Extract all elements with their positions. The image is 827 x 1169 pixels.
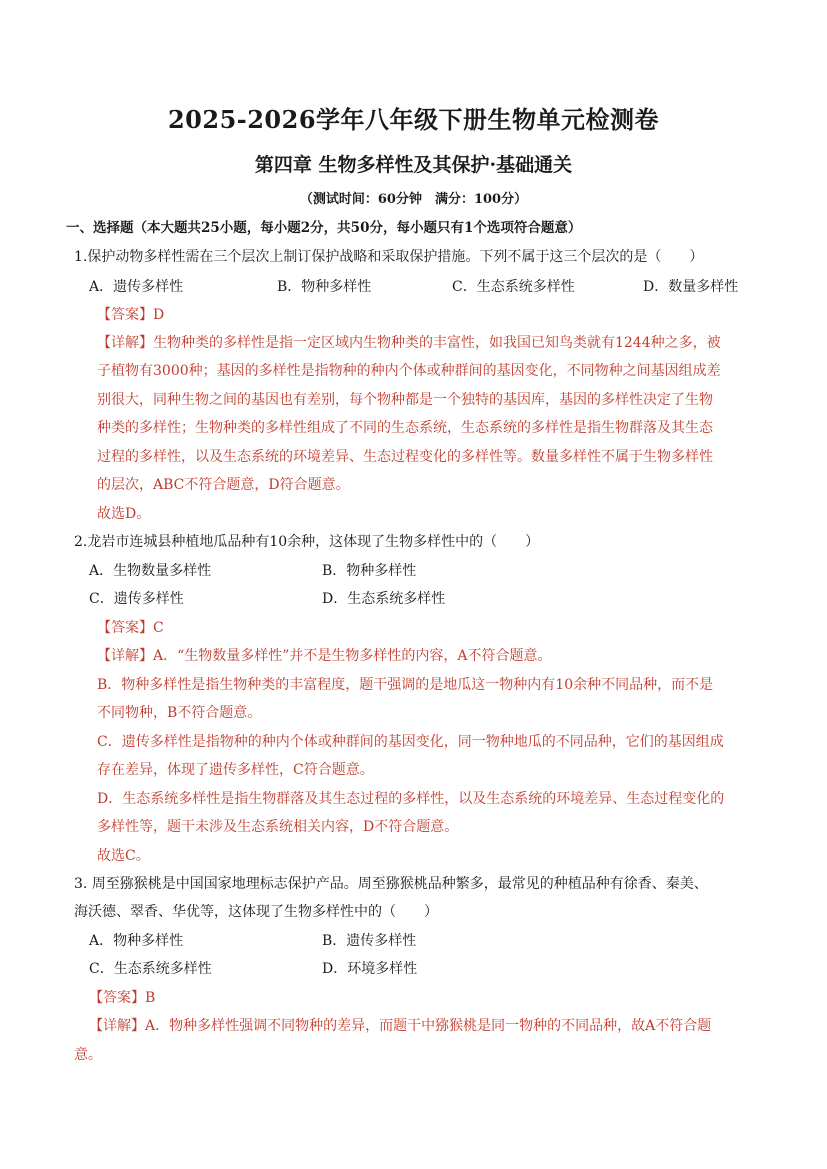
q1-detail-line: 过程的多样性，以及生态系统的环境差异、生态过程变化的多样性等。数量多样性不属于生物多样性 bbox=[97, 449, 713, 465]
q1-detail-line: 子植物有3000种；基因的多样性是指物种的种内个体或种群间的基因变化，不同物种之间基因组成差 bbox=[97, 363, 721, 379]
q1-detail-line: 的层次，ABC不符合题意，D符合题意。 bbox=[97, 477, 350, 493]
q1-option-c: C．生态系统多样性 bbox=[452, 279, 575, 295]
q2-conclusion: 故选C。 bbox=[97, 848, 150, 864]
q1-detail-line: 种类的多样性；生物种类的多样性组成了不同的生态系统，生态系统的多样性是指生物群落及其生态 bbox=[97, 420, 713, 436]
q2-detail-line: C．遗传多样性是指物种的种内个体或种群间的基因变化，同一物种地瓜的不同品种，它们的基因组成 bbox=[97, 734, 724, 750]
exam-title: 2025-2026学年八年级下册生物单元检测卷 bbox=[167, 105, 660, 134]
chapter-subtitle: 第四章 生物多样性及其保护·基础通关 bbox=[254, 154, 573, 176]
q2-detail-line: 多样性等，题干未涉及生态系统相关内容，D不符合题意。 bbox=[97, 819, 459, 835]
question-2-stem: 2.龙岩市连城县种植地瓜品种有10余种，这体现了生物多样性中的（ ） bbox=[74, 534, 540, 550]
q2-option-c: C．遗传多样性 bbox=[89, 591, 184, 607]
q1-option-a: A．遗传多样性 bbox=[89, 279, 184, 295]
q2-detail-line: 不同物种，B不符合题意。 bbox=[97, 705, 262, 721]
question-3-stem: 海沃德、翠香、华优等，这体现了生物多样性中的（ ） bbox=[74, 904, 438, 920]
question-3-stem: 3. 周至猕猴桃是中国国家地理标志保护产品。周至猕猴桃品种繁多，最常见的种植品种有徐香、秦美、 bbox=[74, 876, 708, 892]
section-heading: 一、选择题（本大题共25小题，每小题2分，共50分，每小题只有1个选项符合题意） bbox=[66, 220, 582, 236]
q3-option-d: D．环境多样性 bbox=[322, 961, 418, 977]
q2-answer: 【答案】C bbox=[97, 620, 164, 636]
q3-option-b: B．遗传多样性 bbox=[322, 933, 417, 949]
q1-conclusion: 故选D。 bbox=[97, 506, 151, 522]
q2-detail-line: B．物种多样性是指生物种类的丰富程度，题干强调的是地瓜这一物种内有10余种不同品种，而不是 bbox=[97, 677, 714, 693]
q2-detail-line: 【详解】A．“生物数量多样性”并不是生物多样性的内容，A不符合题意。 bbox=[97, 648, 552, 664]
q2-option-d: D．生态系统多样性 bbox=[322, 591, 446, 607]
q2-option-b: B．物种多样性 bbox=[322, 563, 417, 579]
q2-detail-line: D．生态系统多样性是指生物群落及其生态过程的多样性，以及生态系统的环境差异、生态过程变化的 bbox=[97, 791, 725, 807]
q2-option-a: A．生物数量多样性 bbox=[89, 563, 212, 579]
exam-meta: （测试时间：60分钟 满分：100分） bbox=[299, 192, 528, 207]
q1-detail-line: 别很大，同种生物之间的基因也有差别，每个物种都是一个独特的基因库，基因的多样性决定了生物 bbox=[97, 392, 713, 408]
q1-detail-line: 【详解】生物种类的多样性是指一定区域内生物种类的丰富性，如我国已知鸟类就有1244种之多，被 bbox=[97, 335, 721, 351]
q3-option-c: C．生态系统多样性 bbox=[89, 961, 212, 977]
q3-detail-line: 【详解】A．物种多样性强调不同物种的差异，而题干中猕猴桃是同一物种的不同品种，故A不符合题 bbox=[89, 1018, 712, 1034]
q1-answer: 【答案】D bbox=[97, 307, 165, 323]
q1-option-b: B．物种多样性 bbox=[277, 279, 372, 295]
q1-option-d: D．数量多样性 bbox=[643, 279, 739, 295]
q2-detail-line: 存在差异，体现了遗传多样性，C符合题意。 bbox=[97, 762, 374, 778]
q3-option-a: A．物种多样性 bbox=[89, 933, 184, 949]
q3-detail-line: 意。 bbox=[74, 1047, 102, 1063]
question-1-stem: 1.保护动物多样性需在三个层次上制订保护战略和采取保护措施。下列不属于这三个层次的是（ ） bbox=[74, 249, 704, 265]
q3-answer: 【答案】B bbox=[89, 990, 156, 1006]
